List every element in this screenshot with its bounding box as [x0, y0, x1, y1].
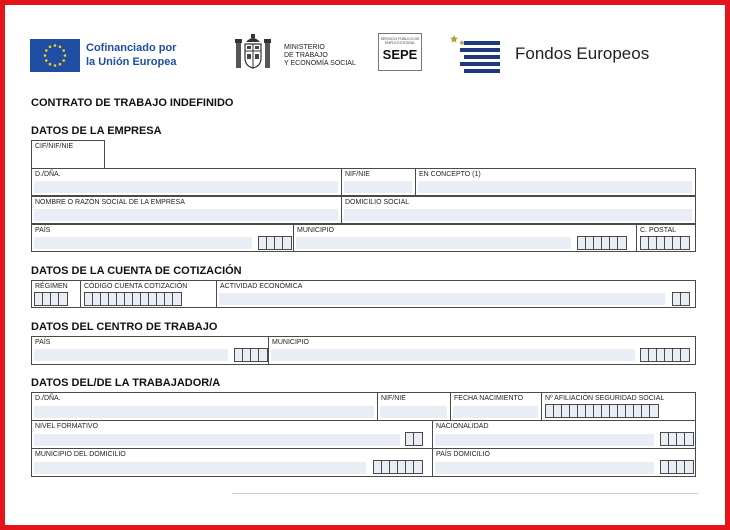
divider: [232, 493, 698, 494]
cotizacion-regimen-field[interactable]: [31, 280, 81, 308]
ministry-line-2: DE TRABAJO: [284, 52, 328, 59]
cotizacion-codigo-boxes[interactable]: [84, 292, 182, 306]
cotizacion-actividad-label: ACTIVIDAD ECONÓMICA: [220, 283, 303, 290]
trabajador-municipio-field[interactable]: [31, 448, 433, 477]
empresa-pais-code-boxes[interactable]: [258, 236, 292, 250]
eu-cofinancing-text: [86, 41, 176, 69]
trabajador-dona-label: D./DÑA.: [35, 395, 61, 402]
trabajador-heading: DATOS DEL/DE LA TRABAJADOR/A: [31, 377, 221, 389]
ministry-line-1: MINISTERIO: [284, 44, 325, 51]
eu-flag-logo: [30, 39, 80, 72]
empresa-cpostal-label: C. POSTAL: [640, 227, 677, 234]
trabajador-pais-dom-label: PAÍS DOMICILIO: [436, 451, 490, 458]
empresa-municipio-label: MUNICIPIO: [297, 227, 334, 234]
trabajador-pais-dom-boxes[interactable]: [660, 460, 694, 474]
trabajador-dona-field[interactable]: [31, 392, 378, 421]
centro-heading: DATOS DEL CENTRO DE TRABAJO: [31, 321, 218, 333]
trabajador-fecha-field[interactable]: [450, 392, 542, 421]
empresa-cif-label: CIF/NIF/NIE: [35, 143, 74, 150]
eu-line-1: Cofinanciado por: [86, 42, 177, 54]
empresa-concepto-field[interactable]: [415, 168, 696, 196]
empresa-razon-label: NOMBRE O RAZÓN SOCIAL DE LA EMPRESA: [35, 199, 185, 206]
empresa-heading: DATOS DE LA EMPRESA: [31, 125, 162, 137]
empresa-municipio-field[interactable]: [293, 224, 637, 252]
trabajador-fecha-label: FECHA NACIMIENTO: [454, 395, 524, 402]
centro-pais-label: PAÍS: [35, 339, 51, 346]
centro-municipio-code-boxes[interactable]: [640, 348, 690, 362]
empresa-domicilio-label: DOMICILIO SOCIAL: [345, 199, 410, 206]
spain-crest-icon: [232, 32, 274, 74]
fondos-europeos-icon: [448, 33, 506, 75]
trabajador-nacionalidad-field[interactable]: [432, 420, 696, 449]
centro-pais-field[interactable]: [31, 336, 269, 365]
empresa-dona-label: D./DÑA.: [35, 171, 61, 178]
form-title: CONTRATO DE TRABAJO INDEFINIDO: [31, 97, 234, 109]
trabajador-nacionalidad-label: NACIONALIDAD: [436, 423, 489, 430]
trabajador-nacionalidad-boxes[interactable]: [660, 432, 694, 446]
sepe-subtitle: SERVICIO PÚBLICO DE EMPLEO ESTATAL: [380, 37, 420, 45]
centro-pais-code-boxes[interactable]: [234, 348, 268, 362]
trabajador-municipio-label: MUNICIPIO DEL DOMICILIO: [35, 451, 126, 458]
trabajador-nivel-boxes[interactable]: [405, 432, 423, 446]
trabajador-afiliacion-boxes[interactable]: [545, 404, 659, 418]
eu-line-2: la Unión Europea: [86, 56, 177, 68]
ministry-name: [284, 44, 374, 68]
trabajador-afiliacion-field[interactable]: [541, 392, 696, 421]
trabajador-municipio-boxes[interactable]: [373, 460, 423, 474]
cotizacion-regimen-label: RÉGIMEN: [35, 283, 68, 290]
trabajador-nif-label: NIF/NIE: [381, 395, 406, 402]
cotizacion-actividad-boxes[interactable]: [672, 292, 690, 306]
empresa-pais-label: PAÍS: [35, 227, 51, 234]
trabajador-nivel-field[interactable]: [31, 420, 433, 449]
sepe-logo: [378, 33, 422, 71]
empresa-nif-field[interactable]: [341, 168, 416, 196]
sepe-label: SEPE: [382, 47, 418, 62]
empresa-cif-field[interactable]: [31, 140, 105, 170]
cotizacion-codigo-label: CÓDIGO CUENTA COTIZACIÓN: [84, 283, 188, 290]
empresa-concepto-label: EN CONCEPTO (1): [419, 171, 481, 178]
centro-municipio-label: MUNICIPIO: [272, 339, 309, 346]
empresa-cpostal-field[interactable]: [636, 224, 696, 252]
trabajador-pais-dom-field[interactable]: [432, 448, 696, 477]
cotizacion-codigo-field[interactable]: [80, 280, 217, 308]
trabajador-afiliacion-label: Nº AFILIACIÓN SEGURIDAD SOCIAL: [545, 395, 665, 402]
cotizacion-heading: DATOS DE LA CUENTA DE COTIZACIÓN: [31, 265, 242, 277]
fondos-europeos-label: Fondos Europeos: [515, 44, 650, 63]
ministry-line-3: Y ECONOMÍA SOCIAL: [284, 60, 356, 67]
empresa-nif-label: NIF/NIE: [345, 171, 370, 178]
cotizacion-actividad-field[interactable]: [216, 280, 696, 308]
trabajador-nif-field[interactable]: [377, 392, 451, 421]
empresa-cpostal-boxes[interactable]: [640, 236, 690, 250]
trabajador-nivel-label: NIVEL FORMATIVO: [35, 423, 99, 430]
empresa-pais-field[interactable]: [31, 224, 294, 252]
empresa-domicilio-field[interactable]: [341, 196, 696, 224]
cotizacion-regimen-boxes[interactable]: [34, 292, 68, 306]
empresa-razon-field[interactable]: [31, 196, 342, 224]
centro-municipio-field[interactable]: [268, 336, 696, 365]
empresa-dona-field[interactable]: [31, 168, 342, 196]
empresa-municipio-code-boxes[interactable]: [577, 236, 627, 250]
